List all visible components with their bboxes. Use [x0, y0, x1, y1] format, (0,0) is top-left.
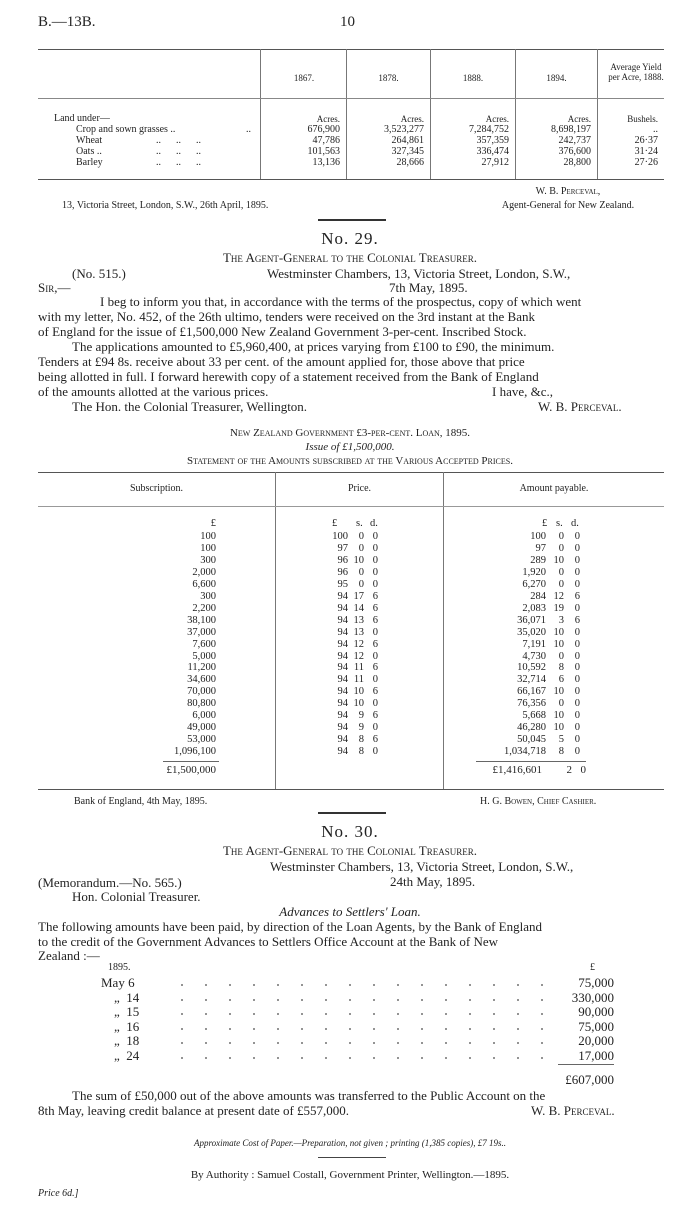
loan-amount-pence: 0 — [574, 554, 580, 566]
table1-group-label: Land under— — [54, 113, 110, 124]
advance-amount: 75,000 — [578, 1018, 614, 1034]
footer-cost: Approximate Cost of Paper.—Preparation, not given ; printing (1,385 copies), £7 19s.. — [193, 1138, 507, 1148]
loan-price-pounds: 94 — [337, 710, 348, 722]
loan-amount-shillings: 5 — [558, 734, 564, 746]
loan-price-pence: 0 — [372, 674, 378, 686]
no30-year: 1895. — [108, 962, 131, 973]
loan-amount-pounds: 7,191 — [522, 638, 546, 650]
loan-price-pounds: 94 — [337, 650, 348, 662]
advance-amount: 75,000 — [578, 975, 614, 990]
loan-price-shillings: 13 — [353, 614, 364, 626]
no29-closing: I have, &c., — [492, 384, 554, 399]
loan-subscription: 34,600 — [187, 674, 216, 686]
loan-price-shillings: 11 — [353, 662, 364, 674]
loan-price-pence: 0 — [372, 746, 378, 758]
loan-amount-pence: 0 — [574, 686, 580, 698]
table1-cell: 676,900 — [307, 124, 340, 135]
loan-amount-pence: 0 — [574, 531, 580, 542]
loan-price-shillings: 8 — [358, 746, 364, 758]
footer-authority: By Authority : Samuel Costall, Government Printer, Wellington.—1895. — [190, 1169, 510, 1181]
table1-cell: 357,359 — [476, 135, 509, 146]
loan-amount-shillings: 0 — [558, 650, 564, 662]
loan-amount-shillings: 10 — [553, 710, 564, 722]
table1-header-1867: 1867. — [293, 73, 315, 83]
loan-subscription: 300 — [200, 590, 216, 602]
loan-amount-pounds: 97 — [535, 542, 546, 554]
loan-col-amount: Amount payable. — [519, 483, 589, 494]
loan-price-pounds: 94 — [337, 614, 348, 626]
loan-amount-pounds: 4,730 — [522, 650, 546, 662]
no30-line-2: to the credit of the Government Advances to Settlers Office Account at the Bank of New — [38, 934, 499, 949]
no30-signature: W. B. Perceval. — [531, 1103, 615, 1118]
table1-cell: 327,345 — [391, 146, 424, 157]
advance-date: „ 15 — [114, 1004, 140, 1019]
no30-memo: (Memorandum.—No. 565.) — [38, 875, 182, 890]
loan-subscription: 100 — [200, 531, 216, 542]
loan-price-shillings: 14 — [353, 602, 364, 614]
footer-price: Price 6d.] — [38, 1188, 79, 1199]
no29-ref: (No. 515.) — [72, 266, 126, 281]
loan-amount-pence: 0 — [574, 662, 580, 674]
advance-amount: 17,000 — [578, 1047, 614, 1063]
loan-price-pounds: 96 — [337, 566, 348, 578]
no30-to: Hon. Colonial Treasurer. — [72, 889, 201, 904]
loan-price-pence: 6 — [372, 590, 378, 602]
loan-price-pounds: 94 — [337, 626, 348, 638]
advance-date: „ 14 — [114, 989, 140, 1005]
table1-row-leader: .. .. .. — [156, 157, 201, 168]
loan-amount-pounds: 6,270 — [522, 578, 546, 590]
no30-line-1: The following amounts have been paid, by direction of the Loan Agents, by the Bank of England — [38, 919, 542, 934]
loan-price-pounds: 94 — [337, 590, 348, 602]
table1-header-1894: 1894. — [546, 73, 567, 83]
loan-amount-pounds: 36,071 — [517, 614, 546, 626]
loan-subscription: 1,096,100 — [174, 746, 216, 758]
table1-cell: 27·26 — [634, 157, 658, 168]
table1-cell: 26·37 — [634, 135, 658, 146]
loan-amount-shillings: 6 — [558, 674, 564, 686]
loan-amount-pence: 0 — [574, 578, 580, 590]
loan-amount-pounds: 100 — [530, 531, 546, 542]
loan-unit-amt: £ — [542, 518, 548, 529]
no29-address: Westminster Chambers, 13, Victoria Street, London, S.W., — [267, 266, 571, 281]
table1-cell: 242,737 — [558, 135, 591, 146]
sig1-address: 13, Victoria Street, London, S.W., 26th April, 1895. — [62, 200, 269, 211]
loan-amount-pence: 0 — [574, 734, 580, 746]
loan-amount-pounds: 35,020 — [517, 626, 546, 638]
loan-amount-shillings: 0 — [558, 542, 564, 554]
loan-amount-pounds: 10,592 — [517, 662, 546, 674]
advance-leader — [170, 1057, 548, 1059]
loan-amount-pence: 0 — [574, 638, 580, 650]
no29-date: 7th May, 1895. — [389, 280, 468, 295]
loan-amount-shillings: 3 — [558, 614, 564, 626]
loan-amount-shillings: 8 — [558, 662, 564, 674]
loan-price-pounds: 94 — [337, 602, 348, 614]
advance-amount: 20,000 — [578, 1033, 614, 1048]
loan-price-shillings: 9 — [358, 722, 364, 734]
loan-subscription: 2,200 — [192, 602, 216, 614]
no29-line-7: of the amounts allotted at the various prices. — [38, 384, 269, 399]
loan-subscription: 5,000 — [192, 650, 216, 662]
loan-unit-price: d. — [370, 518, 378, 529]
no30-currency: £ — [590, 962, 595, 973]
loan-price-shillings: 0 — [358, 566, 364, 578]
loan-amount-pence: 0 — [574, 698, 580, 710]
no29-subheading: The Agent-General to the Colonial Treasurer. — [222, 250, 478, 265]
table1-cell: 31·24 — [634, 146, 658, 157]
loan-amount-pence: 0 — [574, 626, 580, 638]
loan-amount-pounds: 1,920 — [522, 566, 546, 578]
loan-total-amount-pounds: £1,416,601 — [492, 764, 542, 776]
loan-amount-pence: 0 — [574, 722, 580, 734]
no30-date: 24th May, 1895. — [390, 874, 476, 889]
no29-line-3: of England for the issue of £1,500,000 New Zealand Government 3-per-cent. Inscribed Stock. — [38, 324, 527, 339]
loan-amount-pounds: 2,083 — [522, 602, 546, 614]
loan-subscription: 80,800 — [187, 698, 216, 710]
loan-price-pence: 0 — [372, 566, 378, 578]
loan-price-shillings: 10 — [353, 554, 364, 566]
table1-unit-3: Acres. — [485, 114, 509, 124]
loan-subscription: 11,200 — [187, 662, 216, 674]
loan-price-shillings: 12 — [353, 638, 364, 650]
loan-price-pence: 0 — [372, 578, 378, 590]
sig1-title: Agent-General for New Zealand. — [501, 200, 635, 211]
page-reference: B.—13B. — [38, 14, 96, 30]
loan-statement: Statement of the Amounts subscribed at the Various Accepted Prices. — [187, 455, 513, 467]
loan-price-pence: 6 — [372, 710, 378, 722]
loan-amount-shillings: 10 — [553, 638, 564, 650]
no29-line-2: with my letter, No. 452, of the 26th ultimo, tenders were received on the 3rd instant at the Bank — [38, 309, 535, 324]
loan-unit-amt: d. — [571, 518, 579, 529]
loan-amount-shillings: 10 — [553, 686, 564, 698]
loan-subscription: 6,000 — [192, 710, 216, 722]
table1-cell: 13,136 — [312, 157, 340, 168]
loan-subscription: 70,000 — [187, 686, 216, 698]
loan-amount-pence: 6 — [574, 614, 580, 626]
advance-leader — [170, 1028, 548, 1030]
table1-row-label: Crop and sown grasses .. — [76, 124, 176, 135]
loan-price-pence: 0 — [372, 626, 378, 638]
advance-leader — [170, 999, 548, 1001]
loan-unit-amt: s. — [556, 518, 563, 529]
loan-amount-pence: 0 — [574, 650, 580, 662]
loan-title: New Zealand Government £3-per-cent. Loan, 1895. — [229, 427, 471, 439]
table1-cell: .. — [653, 124, 658, 135]
no30-total: £607,000 — [565, 1072, 614, 1087]
loan-amount-pence: 0 — [574, 542, 580, 554]
table1-unit-2: Acres. — [400, 114, 424, 124]
loan-amount-pence: 0 — [574, 674, 580, 686]
loan-price-pounds: 94 — [337, 686, 348, 698]
table1-header-1888: 1888. — [462, 73, 484, 83]
loan-unit-price: s. — [356, 518, 363, 529]
loan-amount-shillings: 0 — [558, 578, 564, 590]
loan-amount-pence: 0 — [574, 746, 580, 758]
loan-price-pounds: 94 — [337, 746, 348, 758]
loan-subscription: 6,600 — [192, 578, 216, 590]
no29-line-1: I beg to inform you that, in accordance with the terms of the prospectus, copy of which went — [100, 294, 582, 309]
loan-price-pounds: 94 — [337, 734, 348, 746]
loan-subscription: 38,100 — [187, 614, 216, 626]
table1-cell: 47,786 — [312, 135, 340, 146]
loan-foot-left: Bank of England, 4th May, 1895. — [74, 796, 208, 807]
no29-addressee: The Hon. the Colonial Treasurer, Wellington. — [72, 399, 308, 414]
advance-leader — [170, 1013, 548, 1015]
table1-header-1878: 1878. — [378, 73, 399, 83]
loan-amount-pounds: 66,167 — [517, 686, 546, 698]
loan-amount-shillings: 0 — [558, 698, 564, 710]
loan-amount-pence: 6 — [574, 590, 580, 602]
loan-price-pounds: 97 — [337, 542, 348, 554]
no29-salutation: Sir,— — [38, 280, 71, 295]
no29-line-6: being allotted in full. I forward herewith copy of a statement received from the Bank of England — [38, 369, 539, 384]
table1-top-rule — [38, 49, 664, 50]
no30-address: Westminster Chambers, 13, Victoria Street, London, S.W., — [270, 859, 574, 874]
loan-price-shillings: 0 — [358, 542, 364, 554]
loan-price-pence: 0 — [372, 542, 378, 554]
loan-price-pence: 0 — [372, 722, 378, 734]
advance-leader — [170, 984, 548, 986]
advance-date: May 6 — [101, 975, 135, 990]
loan-subscription: 7,600 — [192, 638, 216, 650]
loan-subscription: 100 — [200, 542, 216, 554]
page-number: 10 — [340, 14, 355, 30]
table1-row-leader: .. .. .. — [156, 146, 201, 157]
table1-cell: 376,600 — [558, 146, 591, 157]
loan-price-pence: 6 — [372, 734, 378, 746]
table1-cell: 28,666 — [396, 157, 424, 168]
loan-amount-shillings: 12 — [553, 590, 564, 602]
advance-date: „ 16 — [114, 1018, 140, 1034]
loan-issue: Issue of £1,500,000. — [305, 441, 395, 453]
table1-unit-5: Bushels. — [627, 114, 658, 124]
loan-price-shillings: 10 — [353, 686, 364, 698]
loan-price-shillings: 10 — [353, 698, 364, 710]
loan-price-shillings: 0 — [358, 578, 364, 590]
loan-price-pence: 6 — [372, 662, 378, 674]
loan-price-shillings: 12 — [353, 650, 364, 662]
table1-cell: 27,912 — [481, 157, 509, 168]
loan-amount-pounds: 76,356 — [517, 698, 546, 710]
loan-price-shillings: 17 — [353, 590, 364, 602]
loan-amount-pounds: 1,034,718 — [504, 746, 546, 758]
advance-amount: 90,000 — [578, 1004, 614, 1019]
no29-line-4: The applications amounted to £5,960,400, at prices varying from £100 to £90, the minimum. — [72, 339, 555, 354]
loan-amount-shillings: 19 — [553, 602, 564, 614]
table1-cell: 8,698,197 — [551, 124, 591, 135]
loan-price-pence: 6 — [372, 602, 378, 614]
no29-signature: W. B. Perceval. — [538, 399, 622, 414]
loan-amount-shillings: 8 — [558, 746, 564, 758]
loan-amount-pounds: 5,668 — [522, 710, 546, 722]
loan-total-amount-shillings: 2 — [566, 764, 572, 776]
table1-row-leader: .. — [246, 124, 251, 135]
table1-cell: 28,800 — [563, 157, 591, 168]
loan-price-pounds: 95 — [337, 578, 348, 590]
loan-price-pence: 0 — [372, 531, 378, 542]
loan-total-amount-pence: 0 — [580, 764, 586, 776]
loan-amount-pence: 0 — [574, 710, 580, 722]
loan-amount-pounds: 284 — [530, 590, 546, 602]
loan-total-subscription: £1,500,000 — [166, 764, 216, 776]
loan-amount-shillings: 10 — [553, 626, 564, 638]
loan-amount-shillings: 0 — [558, 566, 564, 578]
loan-subscription: 300 — [200, 554, 216, 566]
loan-price-shillings: 9 — [358, 710, 364, 722]
loan-amount-pounds: 46,280 — [517, 722, 546, 734]
advance-date: „ 18 — [114, 1033, 140, 1048]
table1-unit-1: Acres. — [316, 114, 340, 124]
table1-unit-4: Acres. — [567, 114, 591, 124]
no30-title: Advances to Settlers' Loan. — [279, 904, 421, 919]
loan-price-pence: 6 — [372, 686, 378, 698]
table1-row-label: Barley — [76, 157, 103, 168]
loan-amount-shillings: 10 — [553, 554, 564, 566]
loan-foot-right: H. G. Bowen, Chief Cashier. — [480, 796, 597, 807]
loan-price-pounds: 96 — [337, 554, 348, 566]
loan-price-pounds: 100 — [332, 531, 348, 542]
advance-amount: 330,000 — [571, 989, 614, 1005]
loan-subscription: 49,000 — [187, 722, 216, 734]
loan-col-price: Price. — [347, 483, 372, 494]
loan-amount-pounds: 32,714 — [517, 674, 546, 686]
advance-date: „ 24 — [114, 1047, 140, 1063]
table1-cell: 264,861 — [391, 135, 424, 146]
table1-cell: 7,284,752 — [469, 124, 509, 135]
sig1-name: W. B. Perceval, — [535, 186, 601, 197]
loan-price-pounds: 94 — [337, 662, 348, 674]
loan-unit-sub: £ — [210, 518, 216, 529]
no30-line-3: Zealand :— — [38, 948, 100, 963]
loan-price-pence: 0 — [372, 698, 378, 710]
loan-col-subscription: Subscription. — [129, 483, 184, 494]
table1-row-label: Wheat — [76, 135, 103, 146]
loan-unit-price: £ — [332, 518, 338, 529]
no30-heading: No. 30. — [321, 822, 379, 841]
table1-header-yield: Average Yield per Acre, 1888. — [608, 62, 664, 82]
table1-row-leader: .. .. .. — [156, 135, 201, 146]
table1-cell: 101,563 — [307, 146, 340, 157]
loan-price-shillings: 13 — [353, 626, 364, 638]
loan-amount-shillings: 10 — [553, 722, 564, 734]
loan-price-pence: 6 — [372, 638, 378, 650]
loan-subscription: 2,000 — [192, 566, 216, 578]
loan-amount-pounds: 289 — [530, 554, 546, 566]
loan-amount-pence: 0 — [574, 566, 580, 578]
loan-price-pence: 0 — [372, 554, 378, 566]
loan-amount-pence: 0 — [574, 602, 580, 614]
no30-subheading: The Agent-General to the Colonial Treasurer. — [222, 843, 478, 858]
advance-leader — [170, 1042, 548, 1044]
loan-price-shillings: 11 — [353, 674, 364, 686]
loan-amount-shillings: 0 — [558, 531, 564, 542]
loan-price-pounds: 94 — [337, 638, 348, 650]
table1-row-label: Oats .. — [76, 146, 102, 157]
loan-price-pounds: 94 — [337, 698, 348, 710]
loan-subscription: 37,000 — [187, 626, 216, 638]
no29-line-5: Tenders at £94 8s. receive about 33 per cent. of the amount applied for, those above that price — [38, 354, 525, 369]
table1-cell: 336,474 — [476, 146, 509, 157]
loan-price-pounds: 94 — [337, 674, 348, 686]
loan-price-pence: 6 — [372, 614, 378, 626]
loan-subscription: 53,000 — [187, 734, 216, 746]
no30-closing-2: 8th May, leaving credit balance at present date of £557,000. — [38, 1103, 350, 1118]
loan-price-pounds: 94 — [337, 722, 348, 734]
loan-price-shillings: 0 — [358, 531, 364, 542]
no30-closing-1: The sum of £50,000 out of the above amounts was transferred to the Public Account on the — [72, 1088, 546, 1103]
loan-price-pence: 0 — [372, 650, 378, 662]
no29-heading: No. 29. — [321, 229, 379, 248]
loan-price-shillings: 8 — [358, 734, 364, 746]
table1-cell: 3,523,277 — [384, 124, 424, 135]
loan-amount-pounds: 50,045 — [517, 734, 546, 746]
